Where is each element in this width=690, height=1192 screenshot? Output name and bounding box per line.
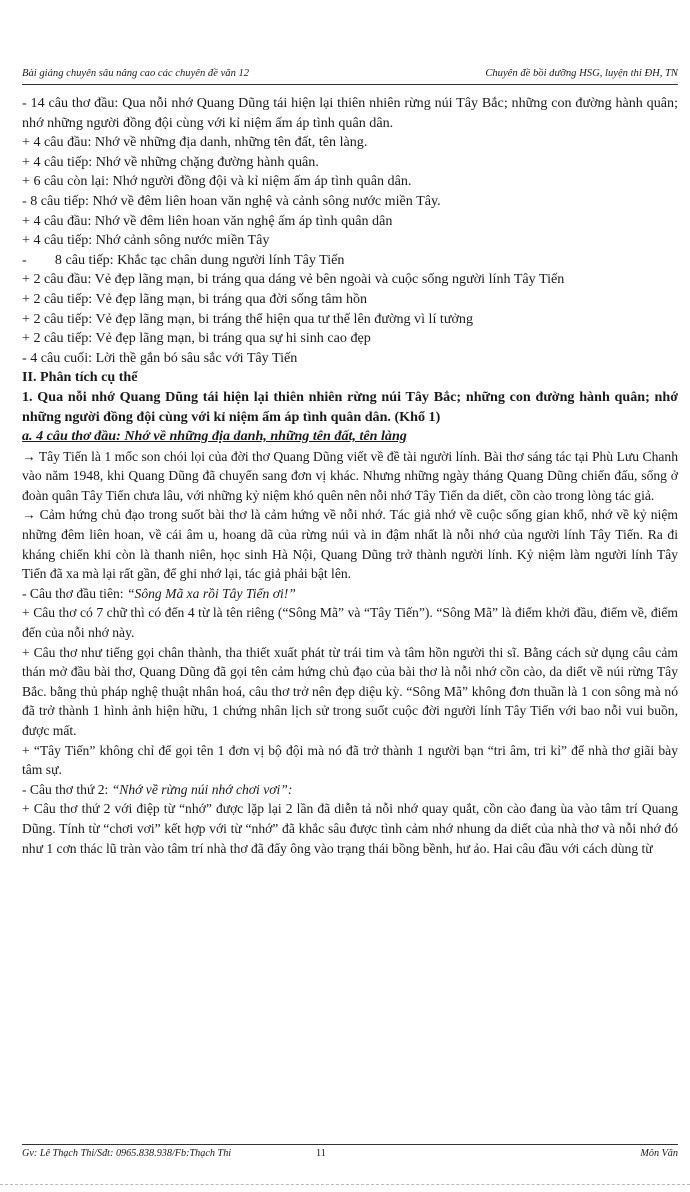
section-heading: II. Phân tích cụ thể	[22, 369, 138, 386]
outline-line: + 2 câu tiếp: Vẻ đẹp lãng mạn, bi tráng qua sự hi sinh cao đẹp	[22, 330, 371, 347]
body-paragraph: → Cảm hứng chủ đạo trong suốt bài thơ là cảm hứng về nỗi nhớ. Tác giả nhớ về cuộc sống gian khổ, nhớ về kỷ niệm những đêm liên hoan, về cái âm u, hoang dã của rừng núi và in đậm nhất là nỗi nhớ của người lính Tây Tiến. Ra đi kháng chiến khi còn là thanh niên, học sinh Hà Nội, Quang Dũng trở thành người lính. Kỷ niệm làm người lính Tây Tiến đã xa mà lại rất gần, để ghi nhớ lại, tác giả phải bật lên.	[22, 507, 678, 582]
outline-line: + 4 câu đầu: Nhớ về đêm liên hoan văn nghệ ấm áp tình quân dân	[22, 212, 393, 229]
outline-line: + 2 câu tiếp: Vẻ đẹp lãng mạn, bi tráng thể hiện qua tư thế lên đường vì lí tưởng	[22, 310, 473, 327]
page-number: 11	[316, 1148, 326, 1159]
outline-line: - 4 câu cuối: Lời thề gắn bó sâu sắc với Tây Tiến	[22, 349, 298, 366]
body-paragraph: + Câu thơ như tiếng gọi chân thành, tha thiết xuất phát từ trái tim và tâm hồn người thi sĩ. Bằng cách sử dụng câu cảm thán mở đầu bài thơ, Quang Dũng đã gọi tên cảm hứng chủ đạo của bài thơ là nỗi nhớ cồn cào, da diết về núi rừng Tây Bắc. bằng thủ pháp nghệ thuật nhân hoá, câu thơ trở nên đẹp diệu kỳ. “Sông Mã” không đơn thuần là 1 con sông mà nó đã trở thành 1 hình ảnh hiện hữu, 1 chứng nhân lịch sử trong suốt cuộc đời người lính Tây Tiến với bao nỗi vui buồn, được mất.	[22, 644, 678, 738]
body-paragraph: + Câu thơ thứ 2 với điệp từ “nhớ” được lặp lại 2 lần đã diễn tả nỗi nhớ quay quắt, cồn cào đang ùa vào tâm trí Quang Dũng. Tính từ “chơi vơi” kết hợp với từ “nhớ” đã khắc sâu được tình cảm nhớ nhung da diết của nhà thơ và nỗi nhớ đó như 1 cơn thác lũ tràn vào tâm trí nhà thơ đã đẩy ông vào trạng thái bồng bềnh, hư ảo. Hai câu đầu với cách dùng từ	[22, 801, 678, 856]
header-right: Chuyên đề bồi dưỡng HSG, luyện thi ĐH, TN	[485, 68, 678, 79]
outline-line: - 14 câu thơ đầu: Qua nỗi nhớ Quang Dũng tái hiện lại thiên nhiên rừng núi Tây Bắc; những con đường hành quân; nhớ những người đồng đội cùng với kỉ niệm ấm áp tình quân dân.	[22, 95, 678, 131]
footer-author: Gv: Lê Thạch Thi/Sđt: 0965.838.938/Fb:Thạch Thi	[22, 1148, 232, 1159]
outline-line: - 8 câu tiếp: Khắc tạc chân dung người lính Tây Tiến	[22, 251, 345, 268]
outline-line: + 4 câu đầu: Nhớ về những địa danh, những tên đất, tên làng.	[22, 134, 368, 151]
verse-label: - Câu thơ thứ 2:	[22, 781, 112, 797]
page-footer	[22, 1144, 678, 1161]
header-left: Bài giảng chuyên sâu nâng cao các chuyên đề văn 12	[22, 68, 250, 79]
body-paragraph: + “Tây Tiến” không chỉ để gọi tên 1 đơn vị bộ đội mà nó đã trở thành 1 người bạn “tri âm, tri kỉ” để nhà thơ giãi bày tâm sự.	[22, 742, 678, 778]
outline-line: + 4 câu tiếp: Nhớ về những chặng đường hành quân.	[22, 153, 319, 170]
outline-line: + 2 câu đầu: Vẻ đẹp lãng mạn, bi tráng qua dáng vẻ bên ngoài và cuộc sống người lính Tây Tiến	[22, 271, 565, 288]
page-header	[22, 66, 678, 85]
outline-line: - 8 câu tiếp: Nhớ về đêm liên hoan văn nghệ và cảnh sông nước miền Tây.	[22, 192, 441, 209]
footer-subject: Môn Văn	[640, 1148, 678, 1159]
body-paragraph: + Câu thơ có 7 chữ thì có đến 4 từ là tên riêng (“Sông Mã” và “Tây Tiến”). “Sông Mã” là điểm khởi đầu, điểm về, điểm đến của nỗi nhớ này.	[22, 605, 678, 641]
verse-line	[22, 584, 678, 604]
verse-line	[22, 780, 678, 800]
verse-quote: “Nhớ về rừng núi nhớ chơi vơi”:	[111, 781, 293, 797]
document-page	[22, 0, 678, 1192]
subsection-heading: 1. Qua nỗi nhớ Quang Dũng tái hiện lại thiên nhiên rừng núi Tây Bắc; những con đường hành quân; nhớ những người đồng đội cùng với kỉ niệm ấm áp tình quân dân. (Khổ 1)	[22, 388, 678, 425]
outline-line: + 2 câu tiếp: Vẻ đẹp lãng mạn, bi tráng qua đời sống tâm hồn	[22, 290, 368, 307]
page-edge-divider	[0, 1184, 690, 1185]
outline-line: + 4 câu tiếp: Nhớ cảnh sông nước miền Tây	[22, 232, 270, 249]
body-paragraph: → Tây Tiến là 1 mốc son chói lọi của đời thơ Quang Dũng viết về đề tài người lính. Bài thơ sáng tác tại Phù Lưu Chanh vào năm 1948, khi Quang Dũng đã chuyển sang đơn vị khác. Nhưng những ngày tháng Quang Dũng chiến đấu, sống ở đoàn quân Tây Tiến chưa lâu, với những kỷ niệm khó quên nên nỗi nhớ Tây Tiến da diết, cồn cào trong lòng tác giả.	[22, 448, 678, 503]
page-body	[22, 94, 678, 858]
verse-quote: “Sông Mã xa rồi Tây Tiến ơi!”	[126, 585, 296, 601]
verse-label: - Câu thơ đầu tiên:	[22, 585, 127, 601]
part-heading: a. 4 câu thơ đầu: Nhớ về những địa danh, những tên đất, tên làng	[22, 428, 407, 445]
outline-line: + 6 câu còn lại: Nhớ người đồng đội và kỉ niệm ấm áp tình quân dân.	[22, 173, 412, 190]
